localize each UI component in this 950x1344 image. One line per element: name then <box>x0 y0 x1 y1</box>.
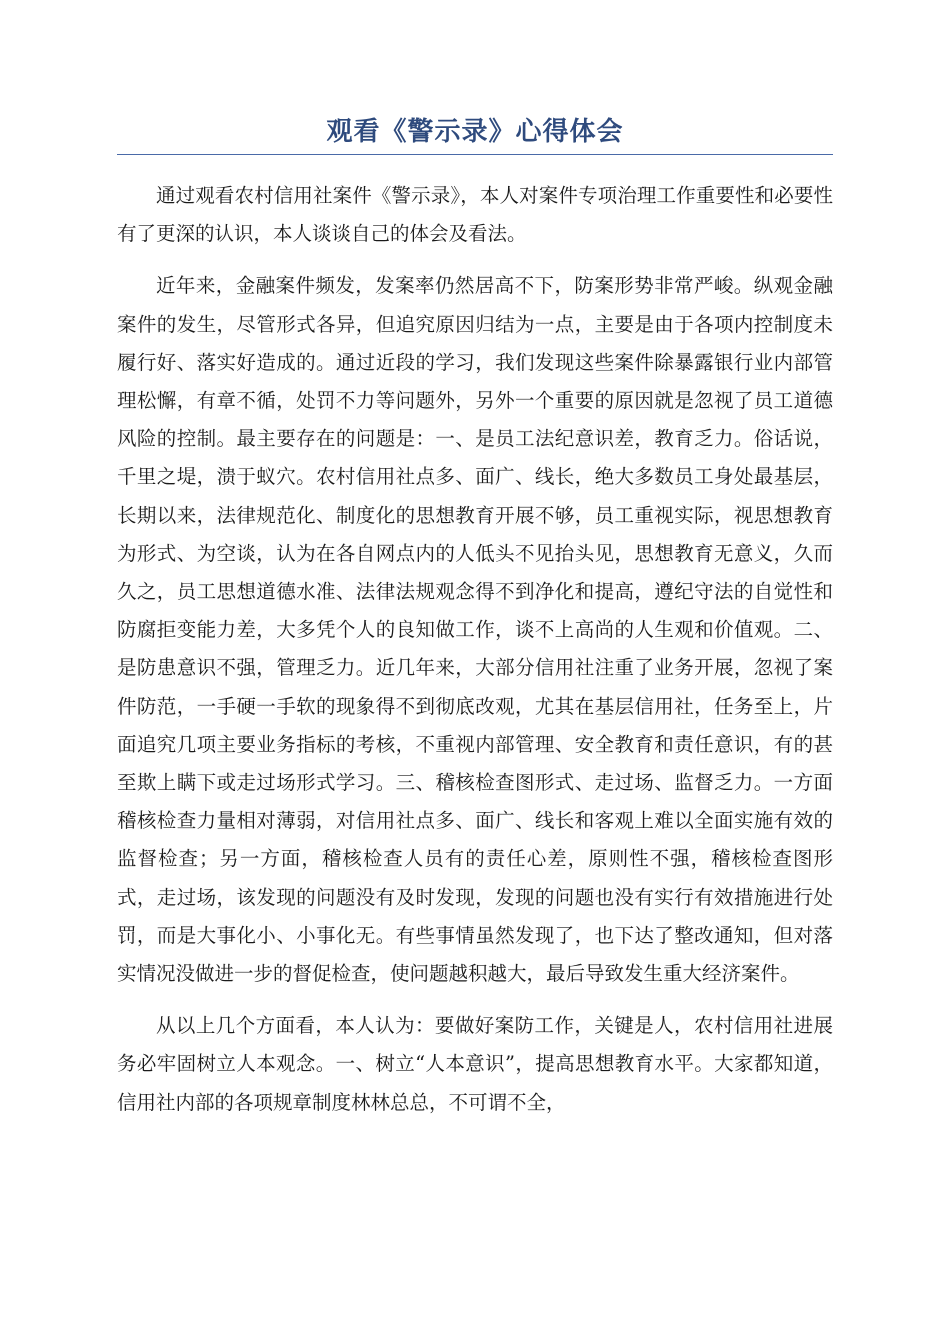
document-body <box>117 177 833 1122</box>
document-page <box>117 112 833 1136</box>
paragraph-intro: 通过观看农村信用社案件《警示录》，本人对案件专项治理工作重要性和必要性有了更深的认识，本人谈谈自己的体会及看法。 <box>117 184 833 246</box>
paragraph-solutions: 从以上几个方面看，本人认为：要做好案防工作，关键是人，农村信用社进展务必牢固树立人本观念。一、树立“人本意识”，提高思想教育水平。大家都知道，信用社内部的各项规章制度林林总总，不可谓不全， <box>117 1014 833 1114</box>
paragraph-problems: 近年来，金融案件频发，发案率仍然居高不下，防案形势非常严峻。纵观金融案件的发生，尽管形式各异，但追究原因归结为一点，主要是由于各项内控制度未履行好、落实好造成的。通过近段的学习，我们发现这些案件除暴露银行业内部管理松懈，有章不循，处罚不力等问题外，另外一个重要的原因就是忽视了员工道德风险的控制。最主要存在的问题是：一、是员工法纪意识差，教育乏力。俗话说，千里之堤，溃于蚁穴。农村信用社点多、面广、线长，绝大多数员工身处最基层，长期以来，法律规范化、制度化的思想教育开展不够，员工重视实际，视思想教育为形式、为空谈，认为在各自网点内的人低头不见抬头见，思想教育无意义，久而久之，员工思想道德水准、法律法规观念得不到净化和提高，遵纪守法的自觉性和防腐拒变能力差，大多凭个人的良知做工作，谈不上高尚的人生观和价值观。二、是防患意识不强，管理乏力。近几年来，大部分信用社注重了业务开展，忽视了案件防范，一手硬一手软的现象得不到彻底改观，尤其在基层信用社，任务至上，片面追究几项主要业务指标的考核，不重视内部管理、安全教育和责任意识，有的甚至欺上瞒下或走过场形式学习。三、稽核检查图形式、走过场、监督乏力。一方面稽核检查力量相对薄弱，对信用社点多、面广、线长和客观上难以全面实施有效的监督检查；另一方面，稽核检查人员有的责任心差，原则性不强，稽核检查图形式，走过场，该发现的问题没有及时发现，发现的问题也没有实行有效措施进行处罚，而是大事化小、小事化无。有些事情虽然发现了，也下达了整改通知，但对落实情况没做进一步的督促检查，使问题越积越大，最后导致发生重大经济案件。 <box>117 274 833 986</box>
document-title: 观看《警示录》心得体会 <box>117 112 833 155</box>
